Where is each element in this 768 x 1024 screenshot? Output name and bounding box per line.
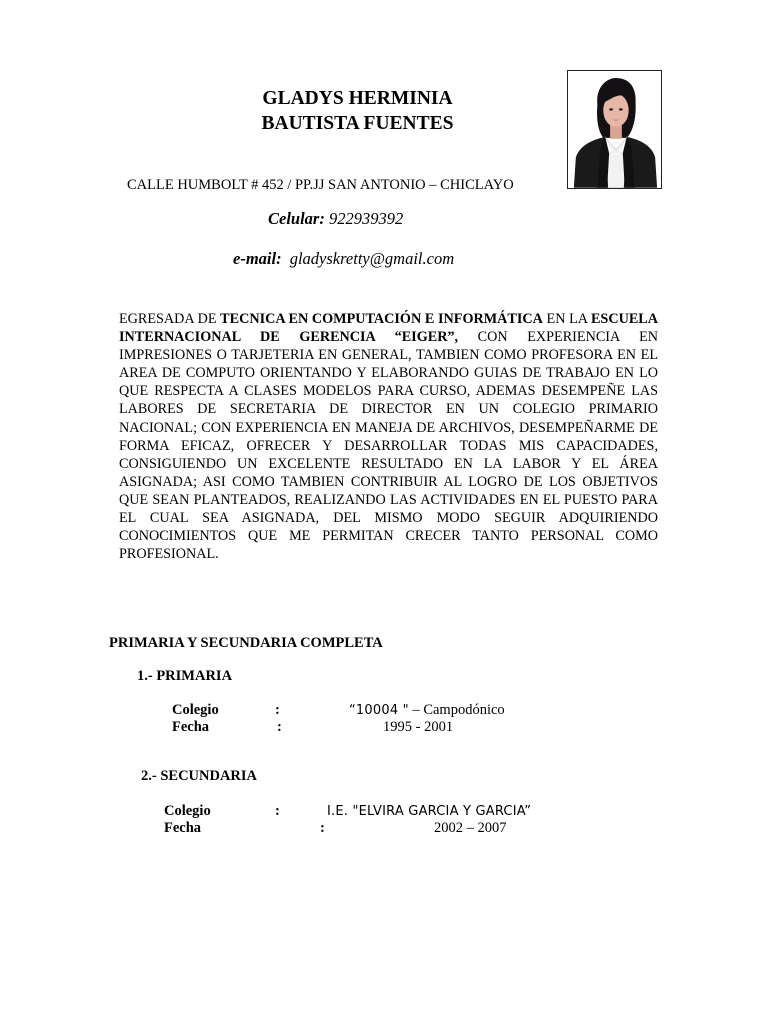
education-title: PRIMARIA Y SECUNDARIA COMPLETA: [109, 635, 383, 651]
phone-line: [268, 209, 403, 229]
email-label: e-mail:: [233, 249, 282, 268]
secundaria-colegio-label: Colegio: [164, 803, 211, 819]
phone-label: Celular:: [268, 209, 325, 228]
profile-degree: TECNICA EN COMPUTACIÓN E INFORMÁTICA: [220, 311, 543, 327]
secundaria-fecha-label: Fecha: [164, 820, 202, 836]
profile-school: ESCUELA INTERNACIONAL DE GERENCIA “EIGER”,: [119, 311, 658, 346]
secundaria-fecha-colon: :: [320, 820, 325, 836]
primaria-colegio-colon: :: [275, 702, 280, 718]
profile-text-2: EN LA: [542, 311, 591, 327]
primaria-fecha-colon: :: [277, 719, 282, 735]
person-photo-icon: [568, 71, 661, 188]
primaria-fecha-value: 1995 - 2001: [383, 719, 454, 735]
secundaria-fecha-value: 2002 – 2007: [434, 820, 507, 836]
profile-summary: [119, 310, 658, 563]
address: CALLE HUMBOLT # 452 / PP.JJ SAN ANTONIO – CHICLAYO: [127, 177, 514, 193]
email-value: gladyskretty@gmail.com: [289, 249, 455, 268]
email-line: [233, 249, 454, 269]
secundaria-colegio-value: I.E. "ELVIRA GARCIA Y GARCIA”: [327, 804, 532, 819]
primaria-colegio-value: [349, 702, 505, 719]
secundaria-heading: 2.- SECUNDARIA: [141, 768, 258, 784]
primaria-heading: 1.- PRIMARIA: [137, 668, 233, 684]
primaria-colegio-code: “10004 ": [349, 703, 409, 718]
profile-text-1: EGRESADA DE: [119, 311, 221, 327]
profile-text-3: CON EXPERIENCIA EN IMPRESIONES O TARJETERIA EN GENERAL, TAMBIEN COMO PROFESORA EN EL AREA DE COMPUTO ORIENTANDO Y ELABORANDO GUIAS DE TRABAJO EN LO QUE RESPECTA A CLASES MODELOS PARA CURSO, ADEMAS DESEMPEÑE LAS LABORES DE SECRETARIA DE DIRECTOR EN UN COLEGIO PRIMARIO NACIONAL; CON EXPERIENCIA EN MANEJA DE ARCHIVOS, DESEMPEÑARME DE FORMA EFICAZ, OFRECER Y DESARROLLAR TODAS MIS CAPACIDADES, CONSIGUIENDO UN EXCELENTE RESULTADO EN LA LABOR Y EL ÁREA ASIGNADA; ASI COMO TAMBIEN CONTRIBUIR AL LOGRO DE LOS OBJETIVOS QUE SEAN PLANTEADOS, REALIZANDO LAS ACTIVIDADES EN EL PUESTO PARA EL CUAL SEA ASIGNADA, DEL MISMO MODO SEGUIR ADQUIRIENDO CONOCIMIENTOS QUE ME PERMITAN CRECER TANTO PERSONAL COMO PROFESIONAL.: [119, 329, 658, 563]
name-line-1: GLADYS HERMINIA: [262, 88, 453, 109]
phone-value: 922939392: [328, 209, 404, 228]
candidate-name: [180, 86, 535, 136]
secundaria-colegio-colon: :: [275, 803, 280, 819]
profile-photo: [567, 70, 662, 189]
primaria-colegio-label: Colegio: [172, 702, 219, 718]
primaria-colegio-name: – Campodónico: [408, 702, 505, 718]
name-line-2: BAUTISTA FUENTES: [261, 113, 454, 134]
primaria-fecha-label: Fecha: [172, 719, 210, 735]
